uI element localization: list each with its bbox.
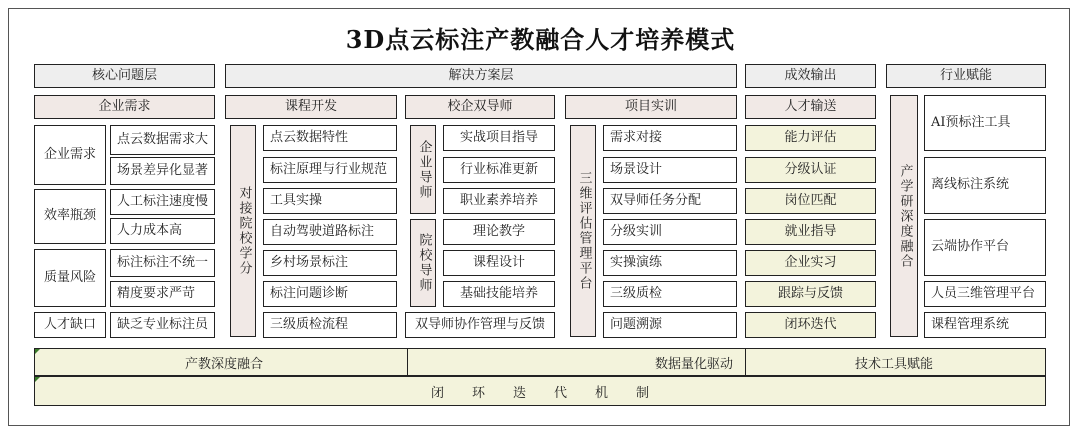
talent-item: 闭环迭代: [745, 312, 876, 338]
header-core: 核心问题层: [34, 64, 215, 88]
dual-item: 课程设计: [443, 250, 555, 276]
corner-mark: [35, 349, 40, 354]
course-item: 自动驾驶道路标注: [263, 219, 397, 245]
talent-item: 就业指导: [745, 219, 876, 245]
core-item: 精度要求严苛: [110, 281, 215, 307]
project-item: 分级实训: [603, 219, 737, 245]
course-item: 点云数据特性: [263, 125, 397, 151]
talent-item: 分级认证: [745, 157, 876, 183]
dual-item: 实战项目指导: [443, 125, 555, 151]
diagram-title: 3D点云标注产教融合人才培养模式: [345, 25, 736, 54]
dual-item: 理论教学: [443, 219, 555, 245]
subheader-enterprise: 企业需求: [34, 95, 215, 119]
pillar-integration: 产教深度融合: [185, 356, 264, 372]
course-item: 乡村场景标注: [263, 250, 397, 276]
core-group-label-demand: 企业需求: [34, 125, 106, 185]
talent-item: 跟踪与反馈: [745, 281, 876, 307]
closed-loop-label: 闭环迭代机制: [430, 385, 677, 401]
project-item: 双导师任务分配: [603, 188, 737, 214]
dual-item: 基础技能培养: [443, 281, 555, 307]
industry-side-label: 产学研深度融合: [890, 95, 918, 337]
course-item: 工具实操: [263, 188, 397, 214]
core-item: 缺乏专业标注员: [110, 312, 215, 338]
project-item: 问题溯源: [603, 312, 737, 338]
pillar-data-driven: 数据量化驱动: [655, 356, 734, 372]
industry-item: 课程管理系统: [924, 312, 1046, 338]
core-item: 人力成本高: [110, 218, 215, 244]
course-item: 三级质检流程: [263, 312, 397, 338]
project-side-label: 三维评估管理平台: [570, 125, 596, 337]
core-group-label-quality: 质量风险: [34, 249, 106, 307]
talent-item: 企业实习: [745, 250, 876, 276]
dual-bottom-item: 双导师协作管理与反馈: [405, 312, 555, 338]
project-item: 三级质检: [603, 281, 737, 307]
core-group-label-talent: 人才缺口: [34, 312, 106, 338]
enterprise-mentor-label: 企业导师: [410, 125, 436, 214]
dual-item: 行业标准更新: [443, 157, 555, 183]
subheader-dual: 校企双导师: [405, 95, 555, 119]
subheader-course: 课程开发: [225, 95, 397, 119]
core-item: 场景差异化显著: [110, 157, 215, 185]
industry-item: 人员三维管理平台: [924, 281, 1046, 307]
core-group-label-efficiency: 效率瓶颈: [34, 189, 106, 244]
closed-loop-bar: [34, 376, 1046, 406]
dual-item: 职业素养培养: [443, 188, 555, 214]
project-item: 实操演练: [603, 250, 737, 276]
header-output: 成效输出: [745, 64, 876, 88]
core-item: 标注标注不统一: [110, 249, 215, 277]
project-item: 需求对接: [603, 125, 737, 151]
pillar-tools: 技术工具赋能: [855, 356, 934, 372]
course-side-label: 对接院校学分: [230, 125, 256, 337]
bottom-pillars-bar: [34, 348, 1046, 376]
talent-item: 岗位匹配: [745, 188, 876, 214]
core-item: 点云数据需求大: [110, 125, 215, 155]
header-solution: 解决方案层: [225, 64, 737, 88]
subheader-talent: 人才输送: [745, 95, 876, 119]
bar-divider: [745, 349, 746, 375]
industry-item: AI预标注工具: [924, 95, 1046, 151]
core-item: 人工标注速度慢: [110, 189, 215, 215]
industry-item: 云端协作平台: [924, 219, 1046, 276]
bar-divider: [407, 349, 408, 375]
header-industry: 行业赋能: [886, 64, 1046, 88]
course-item: 标注问题诊断: [263, 281, 397, 307]
subheader-project: 项目实训: [565, 95, 737, 119]
talent-item: 能力评估: [745, 125, 876, 151]
industry-item: 离线标注系统: [924, 157, 1046, 214]
course-item: 标注原理与行业规范: [263, 157, 397, 183]
school-mentor-label: 院校导师: [410, 219, 436, 307]
project-item: 场景设计: [603, 157, 737, 183]
